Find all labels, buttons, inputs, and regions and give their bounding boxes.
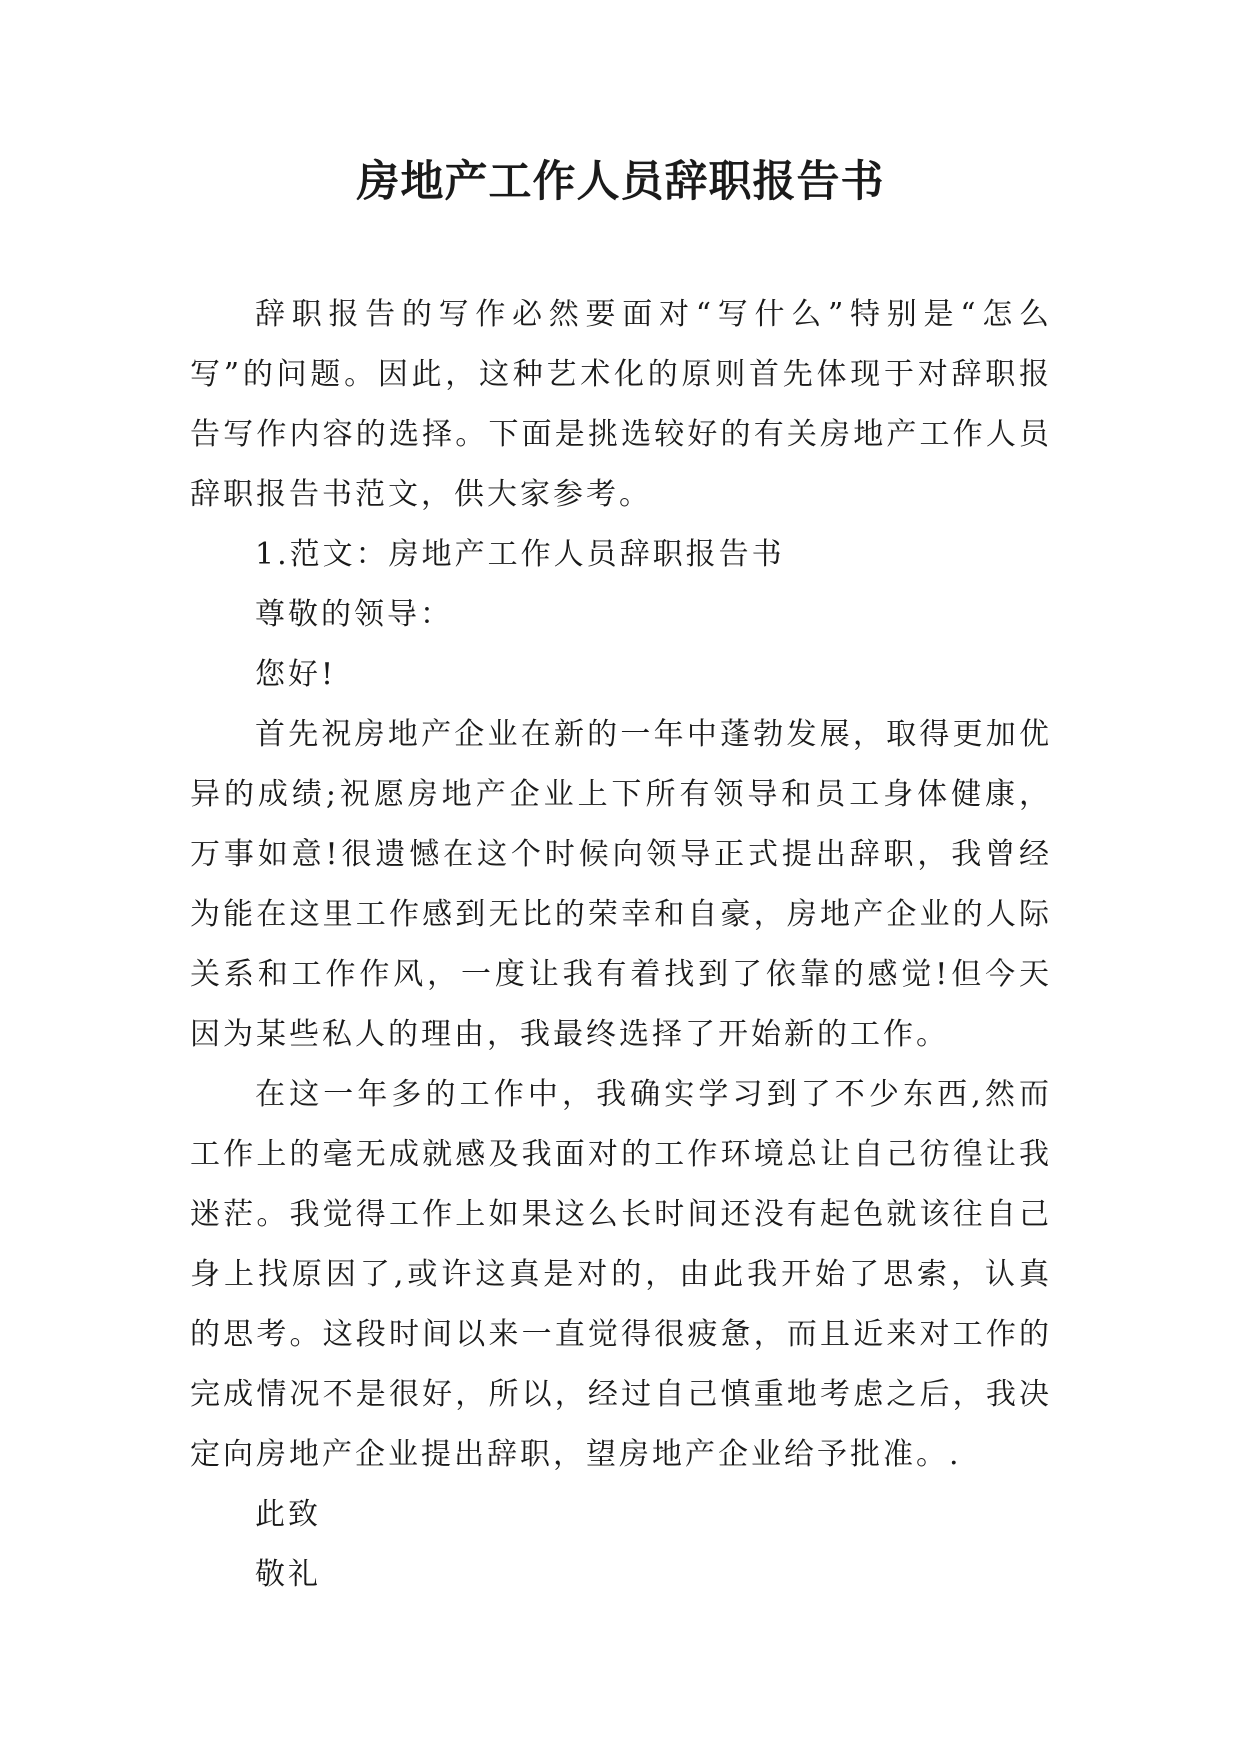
document-title: 房地产工作人员辞职报告书 xyxy=(356,157,885,207)
section-heading: 1.范文：房地产工作人员辞职报告书 xyxy=(255,537,785,572)
body-paragraph-2: 在这一年多的工作中，我确实学习到了不少东西,然而工作上的毫无成就感及我面对的工作环境总让自己彷徨让我迷茫。我觉得工作上如果这么长时间还没有起色就该往自己身上找原因了,或许这真是对的，由此我开始了思索，认真的思考。这段时间以来一直觉得很疲惫，而且近来对工作的完成情况不是很好，所以，经过自己慎重地考虑之后，我决定向房地产企业提出辞职，望房地产企业给予批准。. xyxy=(190,1077,1052,1472)
intro-paragraph: 辞职报告的写作必然要面对“写什么”特别是“怎么写”的问题。因此，这种艺术化的原则首先体现于对辞职报告写作内容的选择。下面是挑选较好的有关房地产工作人员辞职报告书范文，供大家参考。 xyxy=(190,297,1052,512)
greeting: 您好! xyxy=(255,657,337,692)
closing-line-2: 敬礼 xyxy=(255,1557,321,1592)
salutation: 尊敬的领导： xyxy=(255,597,453,632)
body-paragraph-1: 首先祝房地产企业在新的一年中蓬勃发展，取得更加优异的成绩;祝愿房地产企业上下所有领导和员工身体健康，万事如意!很遗憾在这个时候向领导正式提出辞职，我曾经为能在这里工作感到无比的荣幸和自豪，房地产企业的人际关系和工作作风，一度让我有着找到了依靠的感觉!但今天因为某些私人的理由，我最终选择了开始新的工作。 xyxy=(190,717,1052,1052)
closing-line-1: 此致 xyxy=(255,1497,321,1532)
document-body xyxy=(190,285,1052,1605)
